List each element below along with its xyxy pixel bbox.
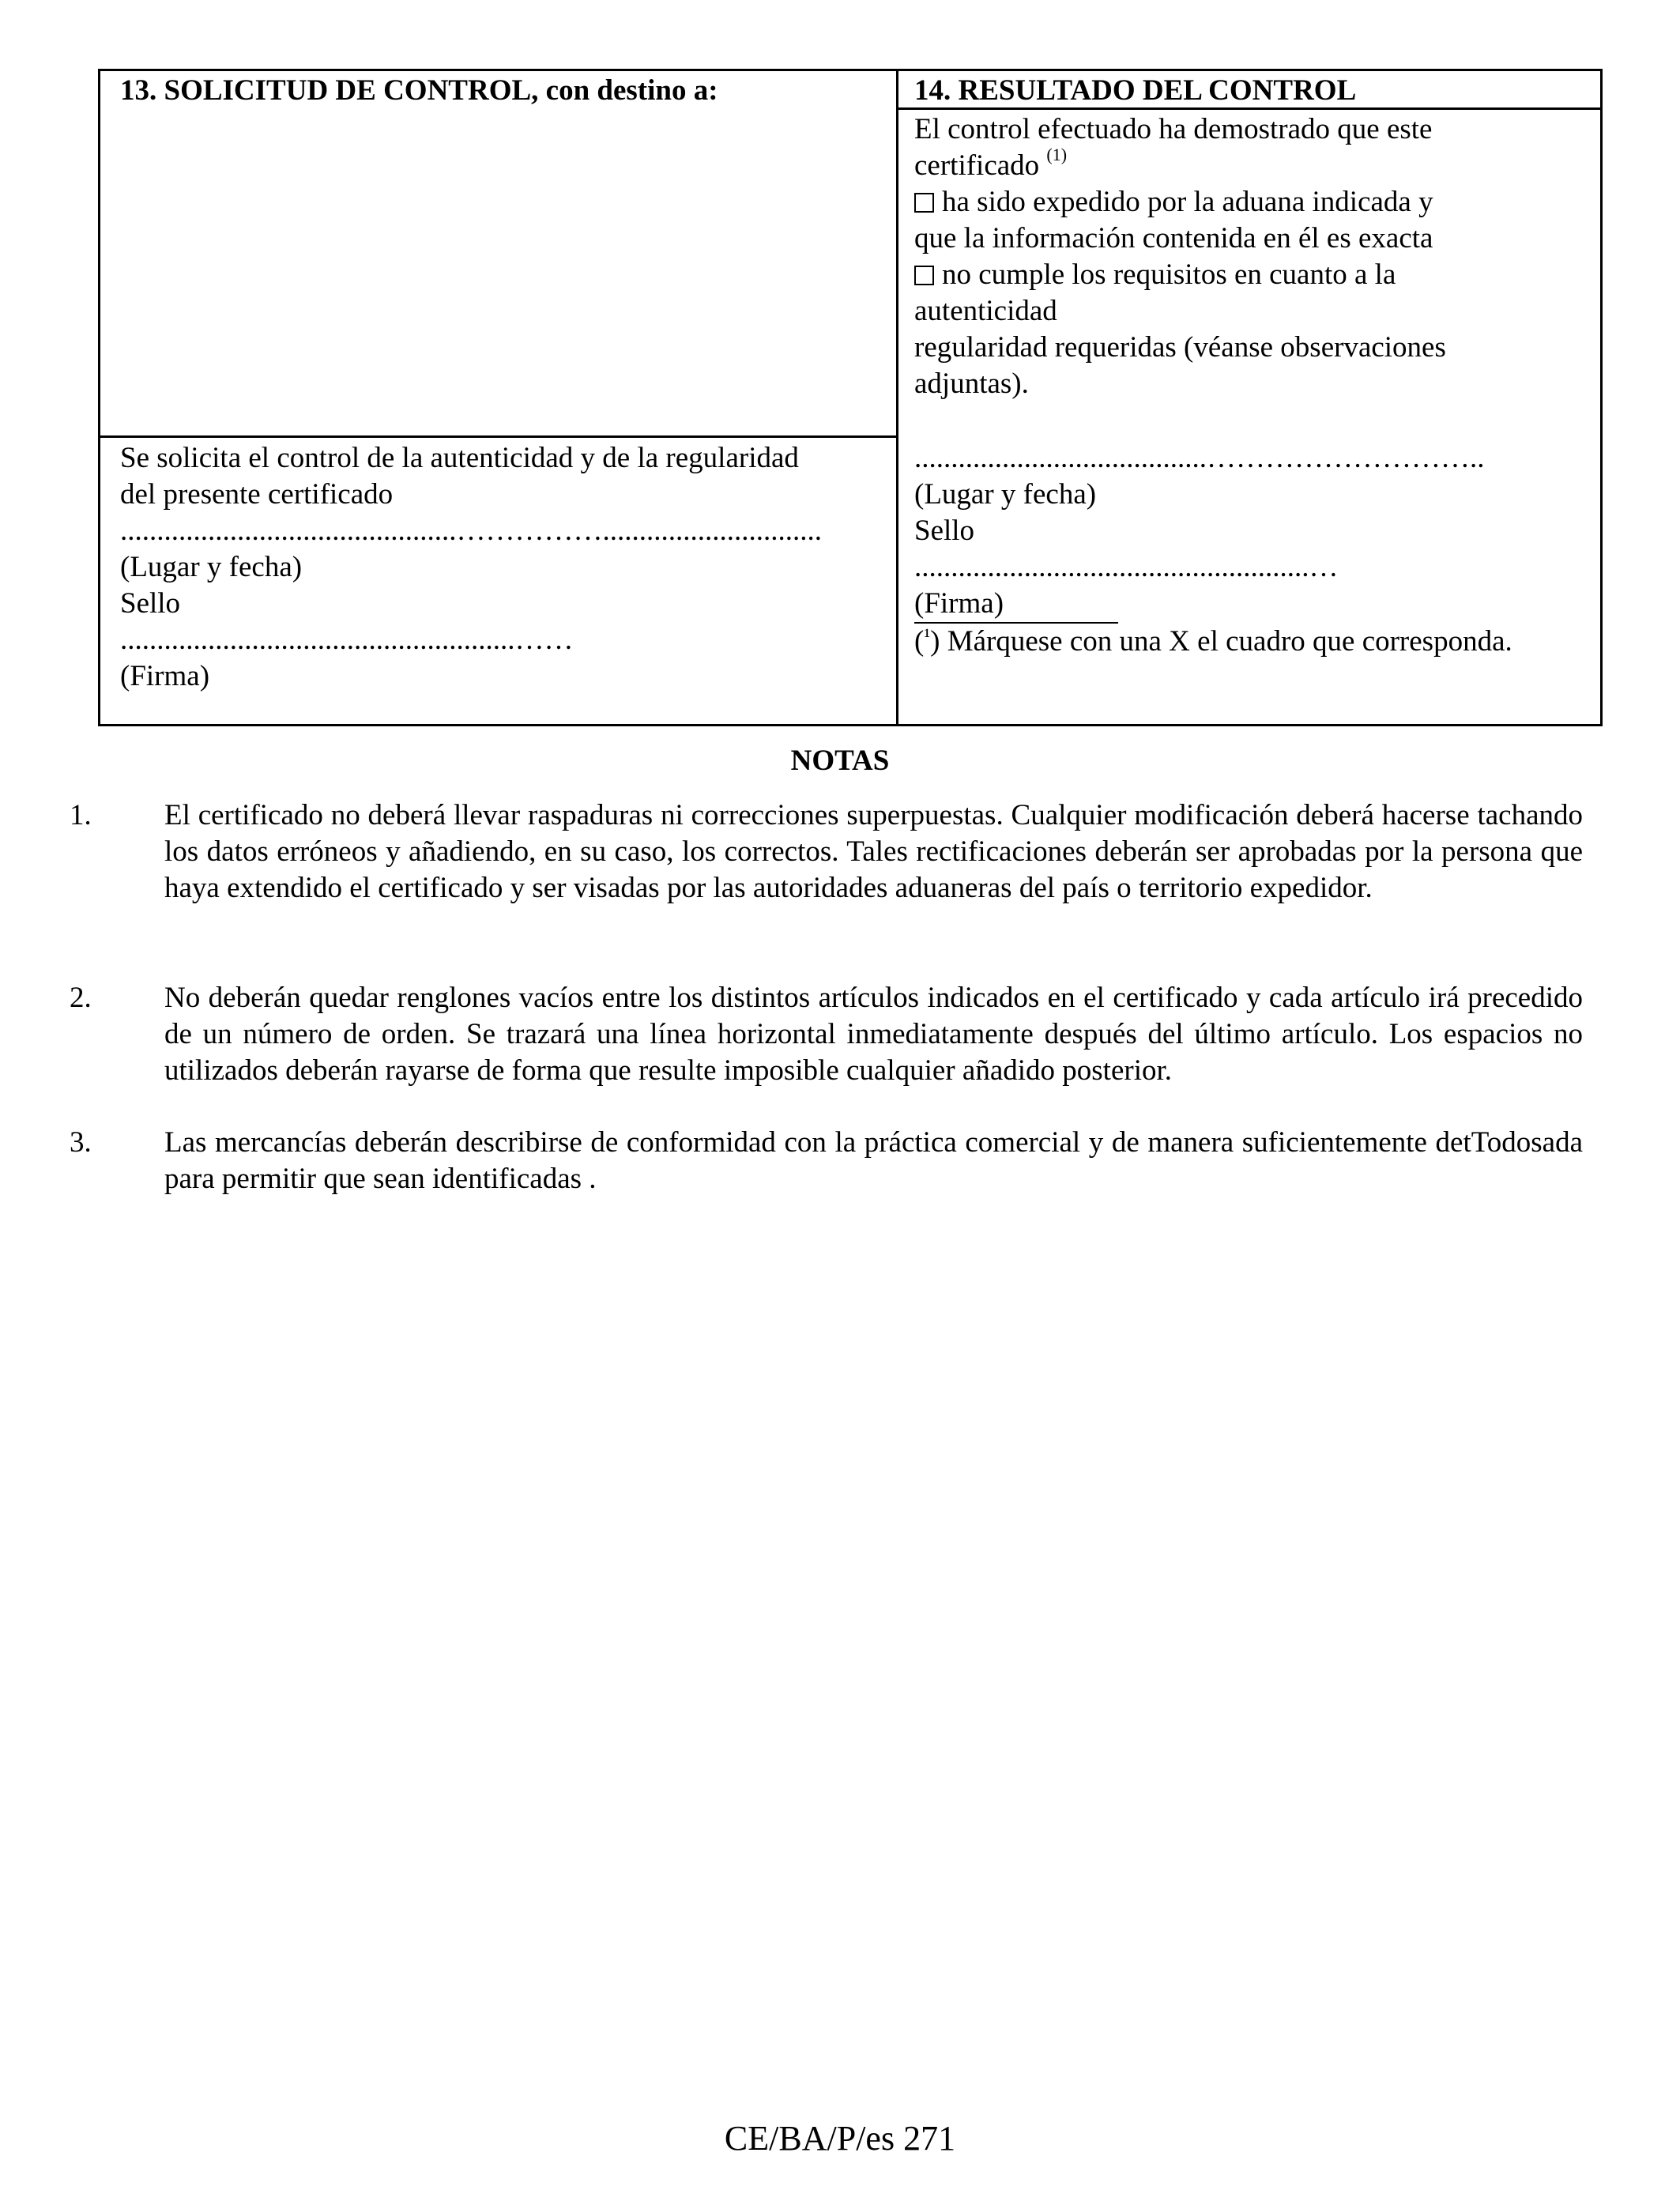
note-text: El certificado no deberá llevar raspaduras ni correcciones superpuestas. Cualquier modificación deberá hacerse tachando los datos erróneos y añadiendo, en su caso, los correctos. Tales rectificaciones deberán ser aprobadas por la persona que haya extendido el certificado y ser visadas por las autoridades aduaneras del país o territorio expedidor. [164,799,1583,904]
footnote: ($^{^1}$) Márquese con una X el cuadro que corresponda. [914,624,1512,658]
signature-label: (Firma) [914,587,1004,620]
option-authentic [914,184,1594,221]
note-text: No deberán quedar renglones vacíos entre los distintos artículos indicados en el certificado y cada artículo irá precedido de un número de orden. Se trazará una línea horizontal inmediatamente después del último artículo. Los espacios no utilizados deberán rayarse de forma que resulte imposible cualquier añadido posterior. [164,982,1583,1087]
box14-intro-certificado: certificado [914,149,1040,182]
note-number: 3. [70,1126,92,1159]
checkbox-not-compliant[interactable] [914,266,934,285]
column-divider [896,71,898,724]
box13-request-block [120,440,879,695]
place-date-field[interactable]: ........................................……………………….. [914,442,1485,474]
note-number: 1. [70,799,92,831]
place-date-field[interactable]: ..............................................…………….............................. [120,515,822,547]
option-not-compliant-continued: autenticidad [914,295,1057,327]
control-form-box [98,69,1603,726]
box14-result-text [914,111,1594,402]
option-not-compliant-continued: regularidad requeridas (véanse observaciones [914,331,1446,364]
box14-intro-line [914,145,1594,184]
footnote-text: ) Márquese con una X el cuadro que corresponda. [930,625,1512,658]
box14-heading: 14. RESULTADO DEL CONTROL [914,74,1357,107]
checkbox-authentic[interactable] [914,193,934,213]
signature-label: (Firma) [120,660,210,692]
box14-sign-block [914,440,1594,660]
place-date-label: (Lugar y fecha) [914,478,1097,511]
box13-heading: 13. SOLICITUD DE CONTROL, con destino a: [120,74,718,107]
footnote-number: ¹ [924,624,931,647]
note-text: Las mercancías deberán describirse de conformidad con la práctica comercial y de manera suficientemente detTodosada para permitir que sean identificadas . [164,1126,1583,1195]
box13-divider [100,435,897,438]
notes-title: NOTAS [790,745,890,777]
signature-field[interactable]: ......................................................…… [120,624,574,656]
stamp-label: Sello [120,587,181,620]
page-reference: CE/BA/P/es 271 [724,2119,956,2158]
box14-intro-line: El control efectuado ha demostrado que este [914,113,1433,145]
stamp-label: Sello [914,515,975,547]
note-number: 2. [70,982,92,1014]
signature-field[interactable]: ......................................................… [914,551,1339,583]
option-not-compliant-continued: adjuntas). [914,368,1029,400]
option-authentic-continued: que la información contenida en él es exacta [914,222,1433,254]
option-not-compliant [914,257,1594,293]
option-not-compliant-label: no cumple los requisitos en cuanto a la [942,258,1396,291]
option-authentic-label: ha sido expedido por la aduana indicada y [942,186,1433,218]
request-text: Se solicita el control de la autenticidad y de la regularidad [120,442,799,474]
place-date-label: (Lugar y fecha) [120,551,303,583]
footnote-reference: (1) [1046,145,1068,164]
request-text: del presente certificado [120,478,394,511]
